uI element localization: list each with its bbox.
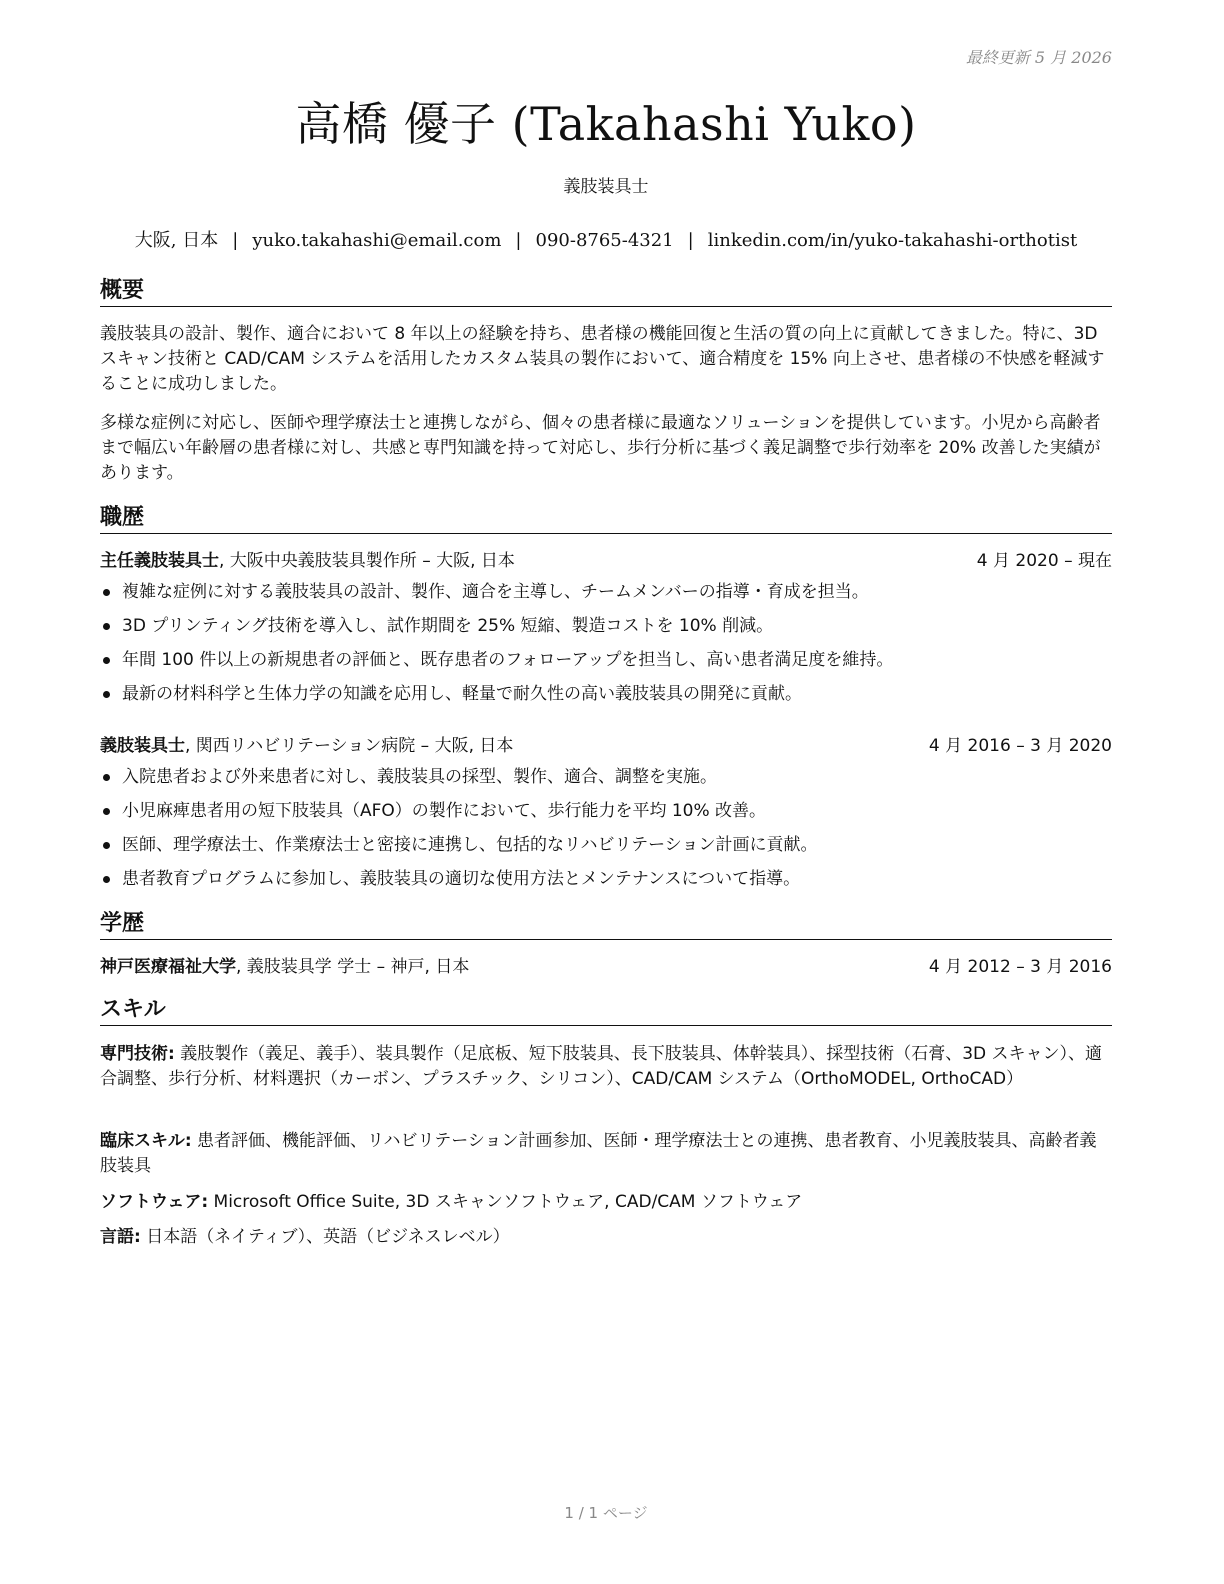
job-bullets [100, 765, 1112, 901]
summary-heading: 概要 [100, 278, 1112, 307]
list-item: 最新の材料科学と生体力学の知識を応用し、軽量で耐久性の高い義肢装具の開発に貢献。 [100, 682, 1112, 716]
degree-detail: , 義肢装具学 学士 – 神戸, 日本 [236, 957, 470, 977]
list-item: 年間 100 件以上の新規患者の評価と、既存患者のフォローアップを担当し、高い患者満足度を維持。 [100, 648, 1112, 682]
list-item: 患者教育プログラムに参加し、義肢装具の適切な使用方法とメンテナンスについて指導。 [100, 867, 1112, 901]
school-name: 神戸医療福祉大学 [100, 957, 236, 977]
job-bullets [100, 580, 1112, 716]
skill-line [100, 1042, 1112, 1092]
summary-paragraph: 多様な症例に対応し、医師や理学療法士と連携しながら、個々の患者様に最適なソリューションを提供しています。小児から高齢者まで幅広い年齢層の患者様に対し、共感と専門知識を持って対応し、歩行分析に基づく義足調整で歩行効率を 20% 改善した実績があります。 [100, 413, 1101, 483]
contact-separator: | [687, 230, 694, 251]
contact-separator: | [515, 230, 522, 251]
contact-separator: | [232, 230, 239, 251]
skill-label: 言語: [100, 1227, 141, 1247]
education-heading: 学歴 [100, 911, 1112, 940]
candidate-name: 高橋 優子 (Takahashi Yuko) [295, 97, 917, 151]
job-role: 義肢装具士 [100, 736, 185, 756]
summary-paragraph: 義肢装具の設計、製作、適合において 8 年以上の経験を持ち、患者様の機能回復と生活の質の向上に貢献してきました。特に、3D スキャン技術と CAD/CAM システムを活用したカスタム装具の製作において、適合精度を 15% 向上させ、患者様の不快感を軽減することに成功しました。 [100, 324, 1105, 394]
job-dates: 4 月 2020 – 現在 [976, 551, 1112, 571]
job-dates: 4 月 2016 – 3 月 2020 [928, 736, 1112, 756]
job-header [100, 549, 1112, 573]
skill-label: 臨床スキル: [100, 1131, 192, 1151]
contact-email[interactable]: yuko.takahashi@email.com [252, 230, 502, 251]
experience-heading: 職歴 [100, 505, 1112, 534]
list-item: 医師、理学療法士、作業療法士と密接に連携し、包括的なリハビリテーション計画に貢献。 [100, 833, 1112, 867]
job-role: 主任義肢装具士 [100, 551, 219, 571]
list-item: 複雑な症例に対する義肢装具の設計、製作、適合を主導し、チームメンバーの指導・育成を担当。 [100, 580, 1112, 614]
job-org: , 関西リハビリテーション病院 – 大阪, 日本 [185, 736, 514, 756]
education-dates: 4 月 2012 – 3 月 2016 [928, 957, 1112, 977]
skill-text: Microsoft Office Suite, 3D スキャンソフトウェア, CAD/CAM ソフトウェア [208, 1192, 803, 1212]
resume-page [100, 0, 1112, 1584]
list-item: 入院患者および外来患者に対し、義肢装具の採型、製作、適合、調整を実施。 [100, 765, 1112, 799]
skill-text: 日本語（ネイティブ）、英語（ビジネスレベル） [140, 1227, 510, 1247]
skill-text: 患者評価、機能評価、リハビリテーション計画参加、医師・理学療法士との連携、患者教育、小児義肢装具、高齢者義肢装具 [100, 1131, 1097, 1176]
education-entry [100, 955, 1112, 979]
skills-heading: スキル [100, 997, 1112, 1026]
contact-linkedin[interactable]: linkedin.com/in/yuko-takahashi-orthotist [707, 230, 1078, 251]
list-item: 3D プリンティング技術を導入し、試作期間を 25% 短縮、製造コストを 10% 削減。 [100, 614, 1112, 648]
skill-line [100, 1190, 1112, 1215]
job-org: , 大阪中央義肢装具製作所 – 大阪, 日本 [219, 551, 515, 571]
last-updated: 最終更新 5 月 2026 [965, 48, 1112, 67]
job-title: 義肢装具士 [563, 177, 649, 197]
job-header [100, 734, 1112, 758]
page-number: 1 / 1 ページ [564, 1504, 648, 1522]
skill-line [100, 1129, 1112, 1179]
contact-line [100, 226, 1112, 252]
list-item: 小児麻痺患者用の短下肢装具（AFO）の製作において、歩行能力を平均 10% 改善。 [100, 799, 1112, 833]
skill-text: 義肢製作（義足、義手）、装具製作（足底板、短下肢装具、長下肢装具、体幹装具）、採型技術（石膏、3D スキャン）、適合調整、歩行分析、材料選択（カーボン、プラスチック、シリコン）、CAD/CAM システム（OrthoMODEL, OrthoCAD） [100, 1044, 1103, 1089]
skill-label: ソフトウェア: [100, 1192, 209, 1212]
contact-location: 大阪, 日本 [134, 230, 219, 251]
skill-line [100, 1225, 1112, 1250]
contact-phone[interactable]: 090-8765-4321 [535, 230, 674, 251]
skill-label: 専門技術: [100, 1044, 175, 1064]
